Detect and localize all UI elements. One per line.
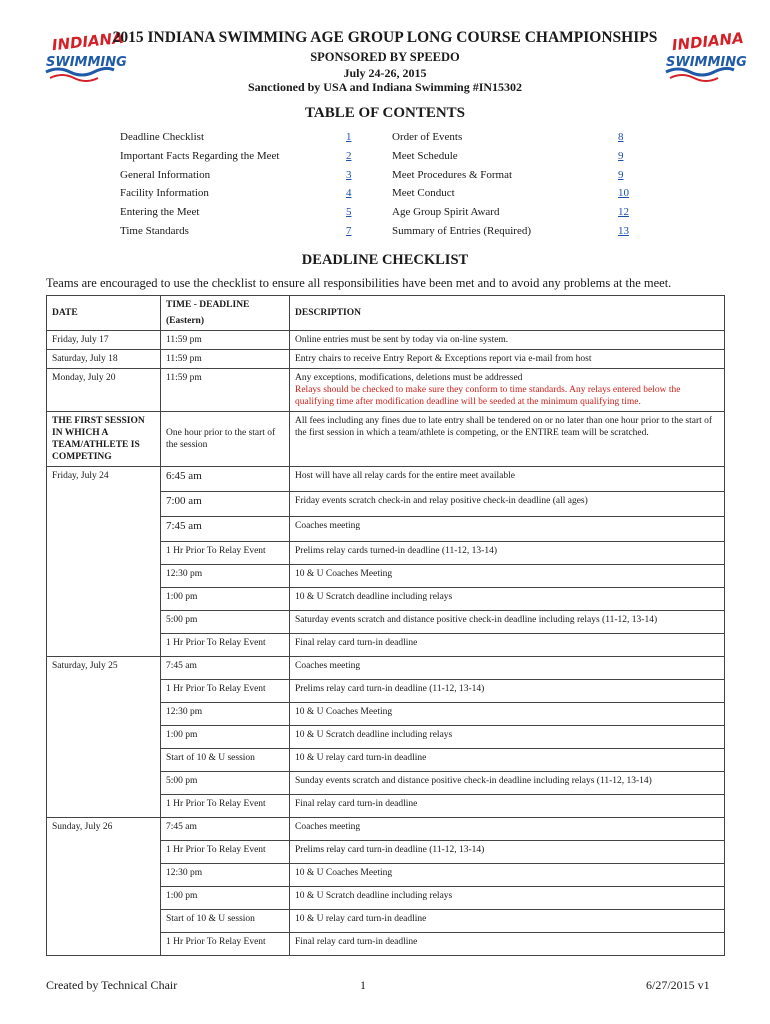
row-time: 7:00 am	[161, 492, 290, 517]
toc-page-link[interactable]: 10	[618, 187, 629, 200]
table-row	[47, 369, 725, 412]
day-date: Sunday, July 26	[47, 818, 161, 956]
table-header-row	[47, 296, 725, 331]
toc-page-link[interactable]: 9	[618, 168, 624, 181]
toc-left-column	[120, 128, 360, 241]
toc-label: Entering the Meet	[120, 206, 200, 219]
table-row	[47, 818, 725, 841]
toc-page-link[interactable]: 7	[346, 224, 352, 237]
toc-entry	[120, 147, 360, 166]
row-date: Saturday, July 18	[47, 350, 161, 369]
row-desc	[290, 369, 725, 412]
header-time	[161, 296, 290, 331]
row-date: Monday, July 20	[47, 369, 161, 412]
sponsor-line: SPONSORED BY SPEEDO	[310, 50, 460, 64]
row-time: 1:00 pm	[161, 887, 290, 910]
table-row	[47, 657, 725, 680]
row-desc: Saturday events scratch and distance positive check-in deadline including relays (11-12, 13-14)	[290, 611, 725, 634]
row-time: Start of 10 & U session	[161, 910, 290, 933]
row-desc: Coaches meeting	[290, 657, 725, 680]
row-time: 1 Hr Prior To Relay Event	[161, 795, 290, 818]
toc-entry	[120, 222, 360, 241]
toc-entry	[392, 184, 632, 203]
row-desc: Prelims relay cards turned-in deadline (11-12, 13-14)	[290, 542, 725, 565]
toc-entry	[392, 147, 632, 166]
meet-dates: July 24-26, 2015	[343, 66, 427, 80]
checklist-intro: Teams are encouraged to use the checklist to ensure all responsibilities have been met and to avoid any problems at the meet.	[46, 276, 672, 290]
table-row	[47, 350, 725, 369]
row-desc: Final relay card turn-in deadline	[290, 634, 725, 657]
logo-text-swimming: SWIMMING	[666, 55, 747, 70]
row-desc: Final relay card turn-in deadline	[290, 933, 725, 956]
row-time: 1:00 pm	[161, 726, 290, 749]
toc-entry	[392, 203, 632, 222]
row-desc: Online entries must be sent by today via on-line system.	[290, 331, 725, 350]
table-row	[47, 331, 725, 350]
toc-page-link[interactable]: 12	[618, 206, 629, 219]
header-description: DESCRIPTION	[290, 296, 725, 331]
toc-page-link[interactable]: 5	[346, 206, 352, 219]
row-time: 11:59 pm	[161, 331, 290, 350]
row-date: Friday, July 17	[47, 331, 161, 350]
day-date: Saturday, July 25	[47, 657, 161, 818]
toc-entry	[392, 222, 632, 241]
toc-label: Summary of Entries (Required)	[392, 224, 531, 237]
toc-label: Order of Events	[392, 131, 463, 143]
row-desc: 10 & U relay card turn-in deadline	[290, 910, 725, 933]
row-time: 12:30 pm	[161, 703, 290, 726]
row-desc-warning: Relays should be checked to make sure they conform to time standards. Any relays entered below the qualifying time after modification deadline will be seeded at the minimum qualifying time.	[295, 385, 681, 407]
row-desc: Prelims relay card turn-in deadline (11-12, 13-14)	[290, 841, 725, 864]
row-desc: Coaches meeting	[290, 818, 725, 841]
toc-label: Important Facts Regarding the Meet	[120, 149, 280, 162]
toc-title: TABLE OF CONTENTS	[304, 105, 466, 121]
row-desc: 10 & U Scratch deadline including relays	[290, 726, 725, 749]
row-desc: 10 & U relay card turn-in deadline	[290, 749, 725, 772]
row-desc: Final relay card turn-in deadline	[290, 795, 725, 818]
toc-entry	[120, 128, 360, 147]
footer-author: Created by Technical Chair	[46, 978, 178, 992]
toc-page-link[interactable]: 4	[346, 187, 352, 200]
toc-entry	[120, 203, 360, 222]
row-time: Start of 10 & U session	[161, 749, 290, 772]
row-desc: Sunday events scratch and distance positive check-in deadline including relays (11-12, 13-14)	[290, 772, 725, 795]
toc-page-link[interactable]: 13	[618, 224, 629, 237]
row-time: 12:30 pm	[161, 864, 290, 887]
row-desc: Coaches meeting	[290, 517, 725, 542]
toc-page-link[interactable]: 8	[618, 131, 624, 143]
toc-entry	[392, 128, 632, 147]
row-time: 6:45 am	[161, 467, 290, 492]
toc-page-link[interactable]: 3	[346, 168, 352, 181]
toc-label: Facility Information	[120, 187, 209, 200]
row-time: 1 Hr Prior To Relay Event	[161, 542, 290, 565]
checklist-title: DEADLINE CHECKLIST	[301, 252, 469, 268]
row-time: 7:45 am	[161, 517, 290, 542]
row-desc: Prelims relay card turn-in deadline (11-12, 13-14)	[290, 680, 725, 703]
row-desc: 10 & U Scratch deadline including relays	[290, 887, 725, 910]
row-desc: Host will have all relay cards for the entire meet available	[290, 467, 725, 492]
row-desc: 10 & U Coaches Meeting	[290, 565, 725, 588]
toc-page-link[interactable]: 2	[346, 149, 352, 162]
toc-label: Deadline Checklist	[120, 131, 205, 143]
logo-text-indiana: INDIANA	[671, 28, 745, 55]
footer-version: 6/27/2015 v1	[646, 978, 710, 992]
row-time: 12:30 pm	[161, 565, 290, 588]
row-desc: 10 & U Scratch deadline including relays	[290, 588, 725, 611]
toc-label: Age Group Spirit Award	[392, 206, 500, 219]
row-time: 5:00 pm	[161, 772, 290, 795]
table-row	[47, 467, 725, 492]
table-row	[47, 412, 725, 467]
toc-label: General Information	[120, 168, 211, 181]
row-desc: 10 & U Coaches Meeting	[290, 864, 725, 887]
row-time: 7:45 am	[161, 657, 290, 680]
toc-entry	[392, 166, 632, 185]
row-desc: Entry chairs to receive Entry Report & Exceptions report via e-mail from host	[290, 350, 725, 369]
row-desc: All fees including any fines due to late entry shall be tendered on or no later than one hour prior to the start of the first session in which a team/athlete is competing, or the ENTIRE team will be scratched.	[290, 412, 725, 467]
deadline-table	[46, 295, 725, 956]
day-date: Friday, July 24	[47, 467, 161, 657]
toc-label: Time Standards	[120, 224, 189, 237]
toc-entry	[120, 166, 360, 185]
toc-page-link[interactable]: 1	[346, 131, 352, 143]
row-desc: 10 & U Coaches Meeting	[290, 703, 725, 726]
toc-entry	[120, 184, 360, 203]
row-desc: Friday events scratch check-in and relay positive check-in deadline (all ages)	[290, 492, 725, 517]
row-time: 11:59 pm	[161, 350, 290, 369]
row-time: 1 Hr Prior To Relay Event	[161, 680, 290, 703]
row-time: 5:00 pm	[161, 611, 290, 634]
toc-page-link[interactable]: 9	[618, 149, 624, 162]
header-time-line1: TIME - DEADLINE	[166, 300, 250, 310]
row-time: One hour prior to the start of the session	[161, 412, 290, 467]
row-date: THE FIRST SESSION IN WHICH A TEAM/ATHLETE IS COMPETING	[47, 412, 161, 467]
footer-page-number: 1	[360, 978, 366, 992]
row-time: 1:00 pm	[161, 588, 290, 611]
logo-text-swimming: SWIMMING	[46, 55, 127, 70]
toc-right-column	[392, 128, 632, 241]
row-time: 1 Hr Prior To Relay Event	[161, 634, 290, 657]
toc-label: Meet Schedule	[392, 149, 458, 162]
row-time: 1 Hr Prior To Relay Event	[161, 933, 290, 956]
header-date: DATE	[47, 296, 161, 331]
row-desc-main: Any exceptions, modifications, deletions must be addressed	[295, 373, 523, 383]
sanction-line: Sanctioned by USA and Indiana Swimming #IN15302	[247, 80, 523, 94]
row-time: 7:45 am	[161, 818, 290, 841]
logo-text-indiana: INDIANA	[51, 28, 125, 55]
row-time: 11:59 pm	[161, 369, 290, 412]
row-time: 1 Hr Prior To Relay Event	[161, 841, 290, 864]
toc-label: Meet Procedures & Format	[392, 168, 513, 181]
header-time-line2: (Eastern)	[166, 316, 204, 326]
toc-label: Meet Conduct	[392, 187, 455, 200]
document-title: 2015 INDIANA SWIMMING AGE GROUP LONG COURSE CHAMPIONSHIPS	[112, 29, 658, 46]
